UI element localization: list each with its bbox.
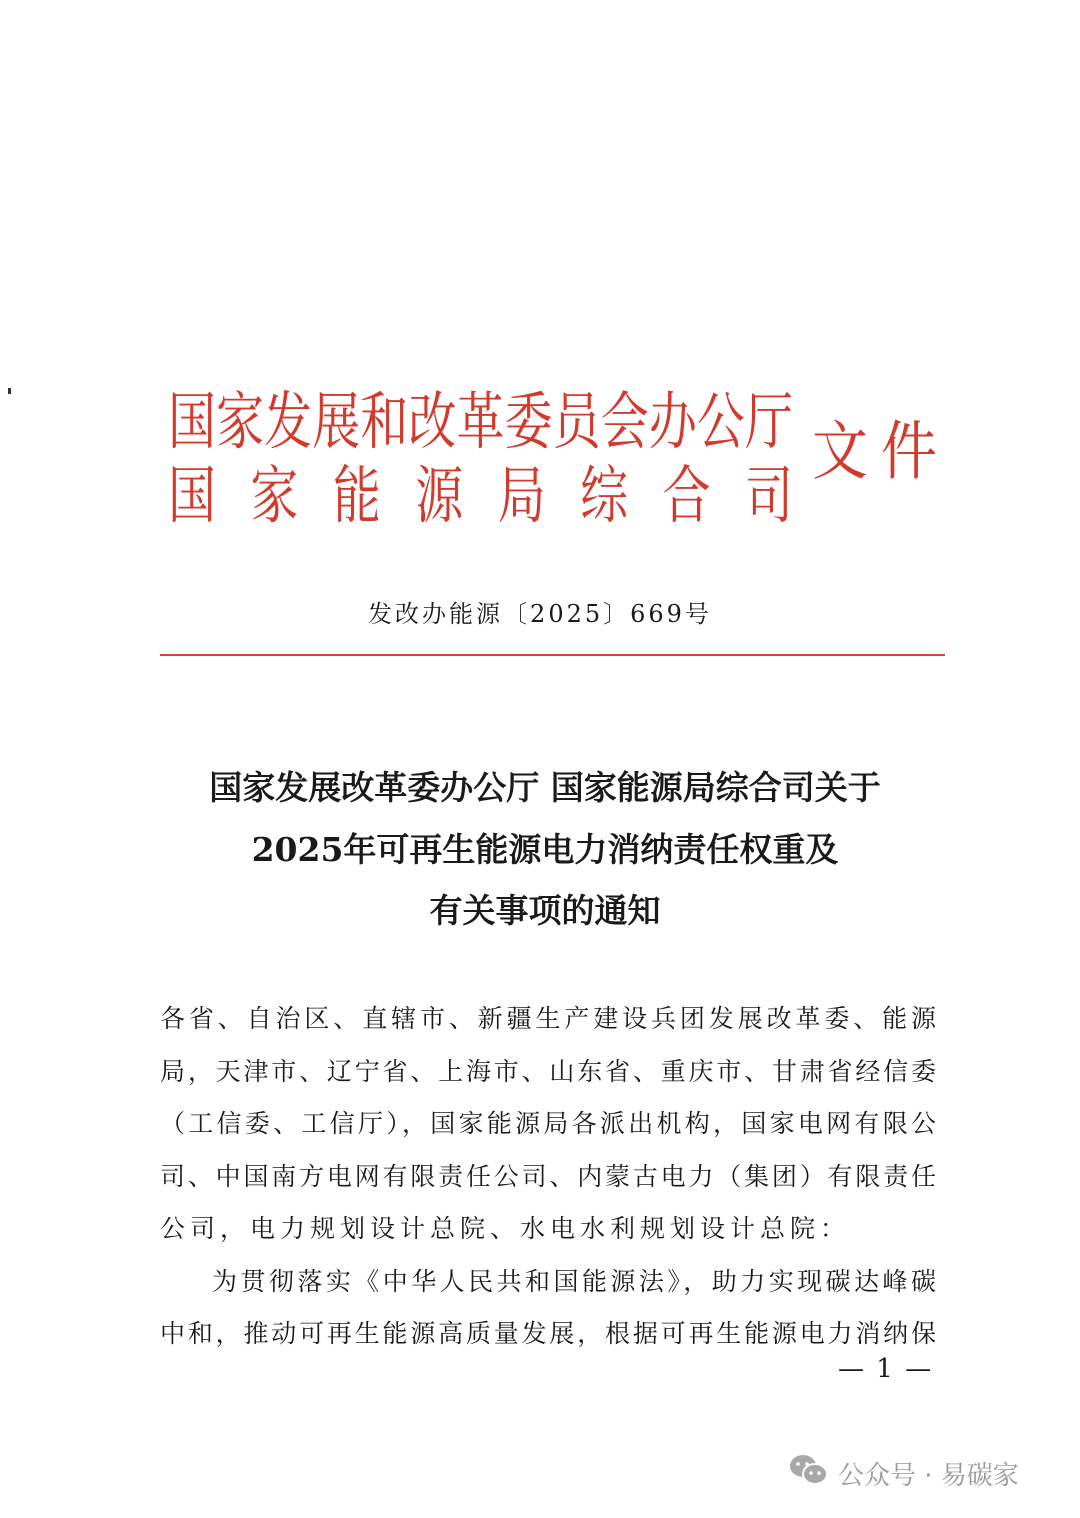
- issuer-line-1: 国家发展和改革委员会办公厅: [168, 385, 793, 459]
- body-line: 局，天津市、辽宁省、上海市、山东省、重庆市、甘肃省经信委: [160, 1056, 936, 1086]
- page-number: — 1 —: [838, 1354, 934, 1384]
- body-line: 为贯彻落实《中华人民共和国能源法》，助力实现碳达峰碳: [212, 1266, 936, 1296]
- title-line-2: 2025年可再生能源电力消纳责任权重及: [251, 830, 839, 869]
- wechat-icon: [788, 1453, 830, 1494]
- body-line: 司、中国南方电网有限责任公司、内蒙古电力（集团）有限责任: [160, 1161, 936, 1191]
- body-line: 中和，推动可再生能源高质量发展，根据可再生能源电力消纳保: [160, 1319, 936, 1348]
- red-divider: [160, 654, 945, 656]
- watermark-text: 公众号 · 易碳家: [838, 1461, 1019, 1491]
- body-line: 各省、自治区、直辖市、新疆生产建设兵团发展改革委、能源: [160, 1004, 936, 1033]
- title-line-1: 国家发展改革委办公厅 国家能源局综合司关于: [209, 768, 881, 807]
- watermark: [788, 1453, 1019, 1494]
- doc-type-label: 文件: [812, 415, 937, 490]
- title-line-3: 有关事项的通知: [429, 891, 661, 930]
- scan-speck: [8, 388, 11, 394]
- document-number: 发改办能源〔2025〕669号: [368, 600, 712, 628]
- body-text: [160, 993, 936, 1361]
- issuer-line-2: 国家能源局综合司: [168, 459, 793, 533]
- body-line: 公司，电力规划设计总院、水电水利规划设计总院：: [160, 1214, 851, 1243]
- body-line: （工信委、工信厅），国家能源局各派出机构，国家电网有限公: [160, 1109, 936, 1138]
